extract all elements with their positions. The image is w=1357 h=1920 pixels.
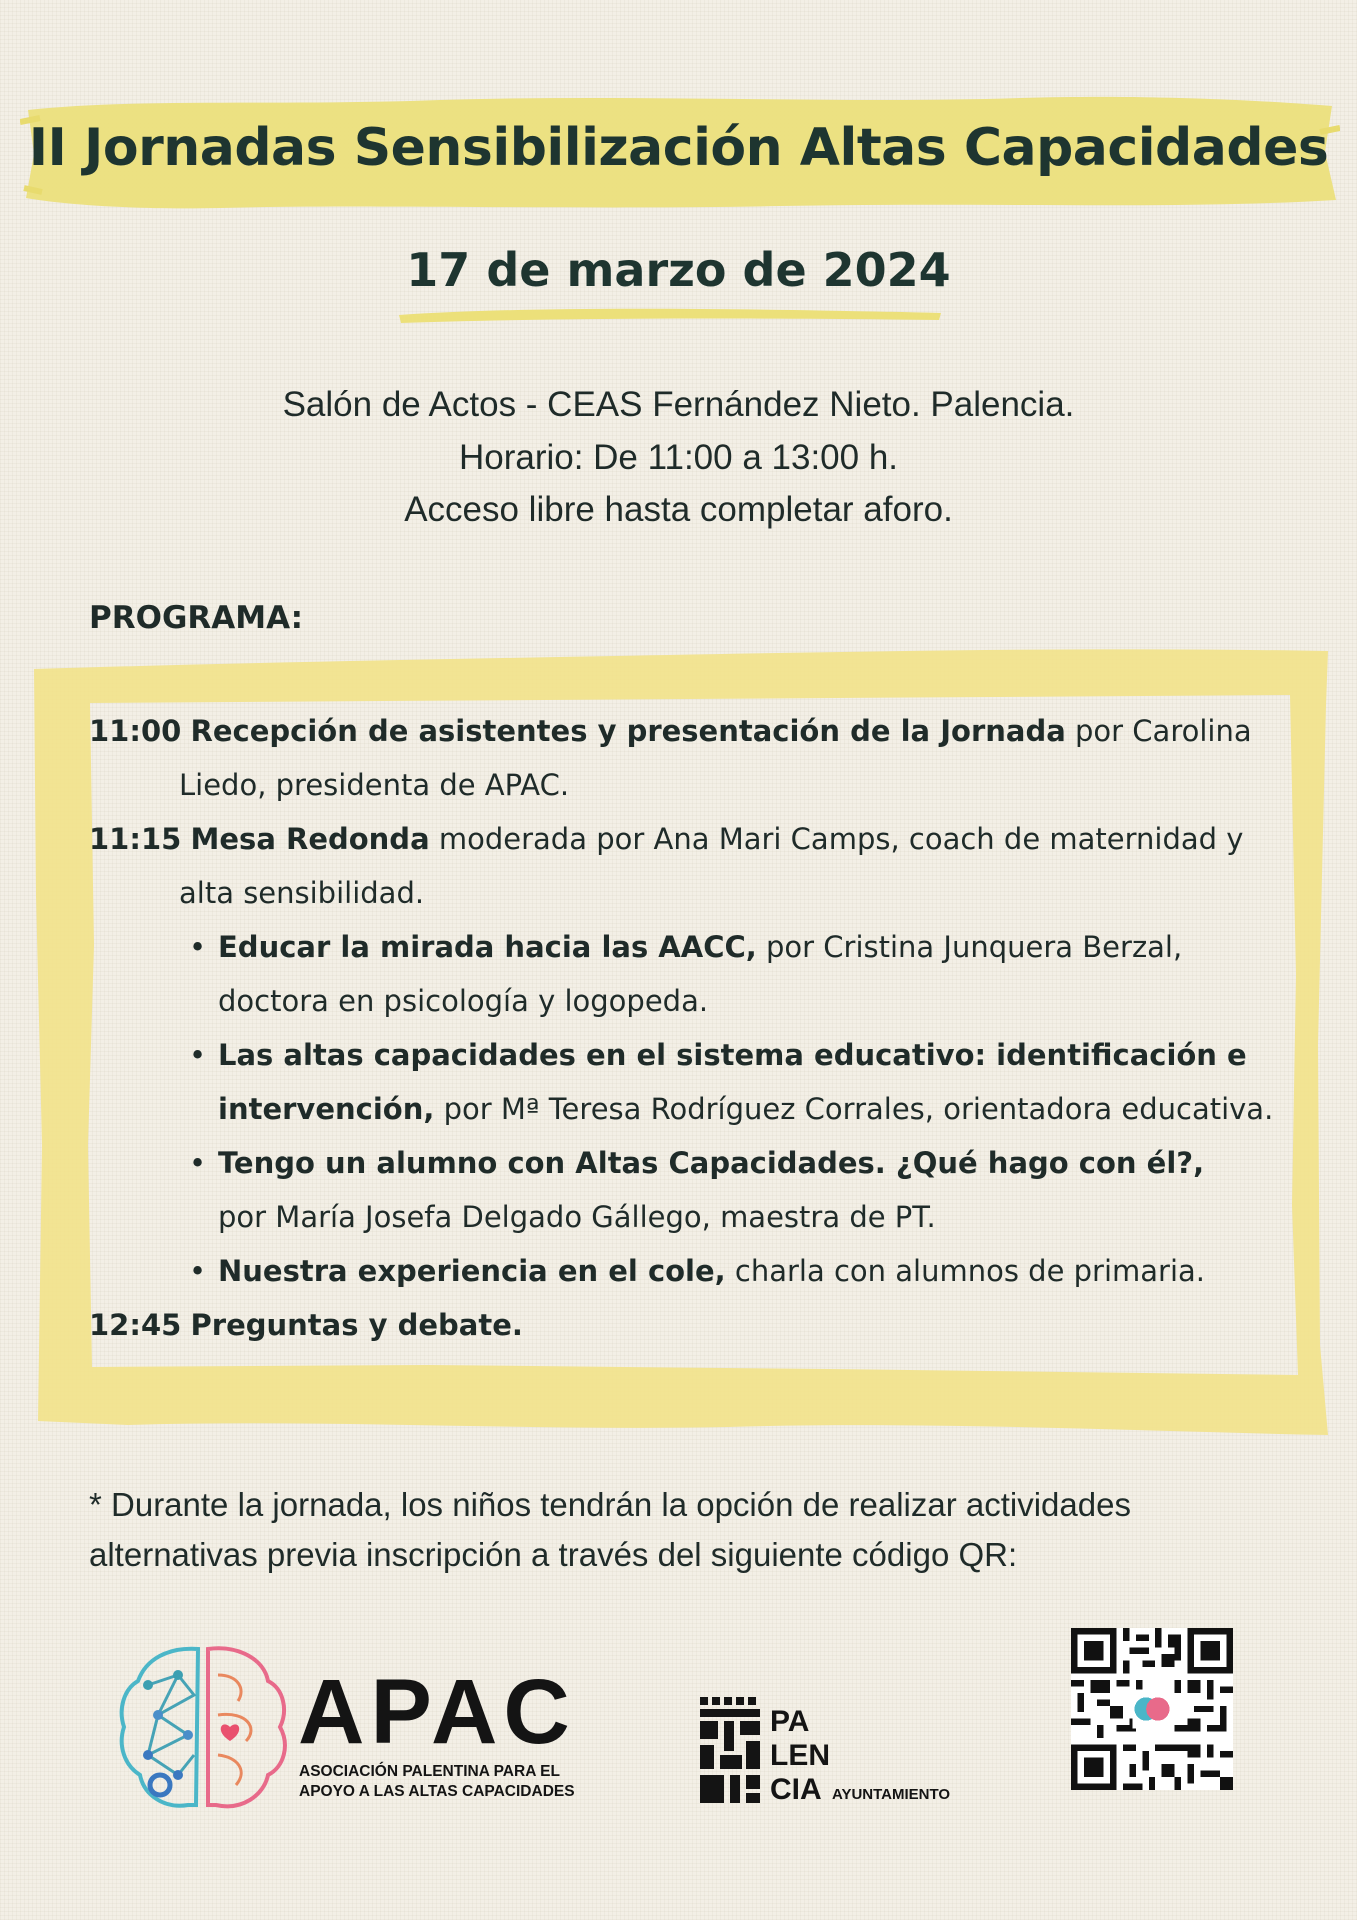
talk-speaker: por Mª Teresa Rodríguez Corrales, orientadora educativa. <box>434 1092 1274 1126</box>
program-item-1115 <box>89 812 1243 866</box>
talk-title-cont: intervención, <box>218 1092 435 1126</box>
palencia-ayuntamiento-logo <box>698 1695 978 1805</box>
brain-network-icon <box>122 1649 198 1806</box>
palencia-word-3: CIA <box>770 1773 822 1805</box>
program-title: Recepción de asistentes y presentación de la Jornada <box>190 714 1066 748</box>
talk-title: Las altas capacidades en el sistema educativo: identificación e <box>218 1038 1247 1072</box>
program-time: 12:45 <box>89 1308 182 1342</box>
talk-item <box>218 1136 1204 1190</box>
talk-detail-line <box>218 1082 1273 1136</box>
access-text: Acceso libre hasta completar aforo. <box>404 490 953 529</box>
talk-speaker: por Cristina Junquera Berzal, <box>756 930 1183 964</box>
talk-bullet: • <box>189 1038 207 1072</box>
schedule-text: Horario: De 11:00 a 13:00 h. <box>458 438 899 477</box>
page-title: II Jornadas Sensibilización Altas Capacidades <box>28 118 1329 178</box>
apac-subtitle-1: ASOCIACIÓN PALENTINA PARA EL <box>299 1763 560 1780</box>
apac-name: APAC <box>298 1661 576 1763</box>
talk-bullet: • <box>189 1146 207 1180</box>
talk-title: Nuestra experiencia en el cole, <box>218 1254 726 1288</box>
talk-bullet: • <box>189 1254 207 1288</box>
program-item-1245 <box>89 1298 523 1352</box>
talk-item <box>218 1028 1247 1082</box>
qr-code[interactable] <box>1071 1628 1233 1790</box>
program-title: Preguntas y debate. <box>190 1308 523 1342</box>
event-date: 17 de marzo de 2024 <box>406 243 951 297</box>
qr-note-line: alternativas previa inscripción a través del siguiente código QR: <box>89 1536 1018 1573</box>
talk-item <box>218 1244 1205 1298</box>
talk-item <box>218 920 1182 974</box>
qr-center-brain-icon <box>1133 1690 1172 1729</box>
qr-note <box>89 1480 1131 1580</box>
program-time: 11:15 <box>89 822 182 856</box>
program-detail-line: Liedo, presidenta de APAC. <box>179 768 570 802</box>
program-detail: por Carolina <box>1065 714 1252 748</box>
program-time: 11:00 <box>89 714 182 748</box>
apac-subtitle-2: APOYO A LAS ALTAS CAPACIDADES <box>299 1783 575 1800</box>
talk-speaker: charla con alumnos de primaria. <box>725 1254 1206 1288</box>
venue-text: Salón de Actos - CEAS Fernández Nieto. Palencia. <box>282 385 1075 424</box>
talk-title: Tengo un alumno con Altas Capacidades. ¿Qué hago con él?, <box>218 1146 1205 1180</box>
program-item-1300 <box>89 704 1252 758</box>
apac-logo <box>118 1645 598 1815</box>
palencia-crest-icon <box>700 1697 760 1803</box>
program-title: Mesa Redonda <box>190 822 430 856</box>
ayuntamiento-label: AYUNTAMIENTO <box>832 1786 951 1803</box>
palencia-word-1: PA <box>770 1705 810 1738</box>
talk-detail-line: por María Josefa Delgado Gállego, maestra de PT. <box>218 1200 936 1234</box>
talk-detail-line: doctora en psicología y logopeda. <box>218 984 709 1018</box>
brain-heart-icon <box>208 1648 285 1806</box>
program-detail: moderada por Ana Mari Camps, coach de maternidad y <box>429 822 1244 856</box>
qr-note-line: * Durante la jornada, los niños tendrán la opción de realizar actividades <box>89 1486 1131 1523</box>
palencia-word-2: LEN <box>770 1739 830 1772</box>
program-detail-line: alta sensibilidad. <box>179 876 425 910</box>
date-underline <box>395 303 945 327</box>
talk-bullet: • <box>189 930 207 964</box>
talk-title: Educar la mirada hacia las AACC, <box>218 930 757 964</box>
programa-heading: PROGRAMA: <box>89 600 304 636</box>
